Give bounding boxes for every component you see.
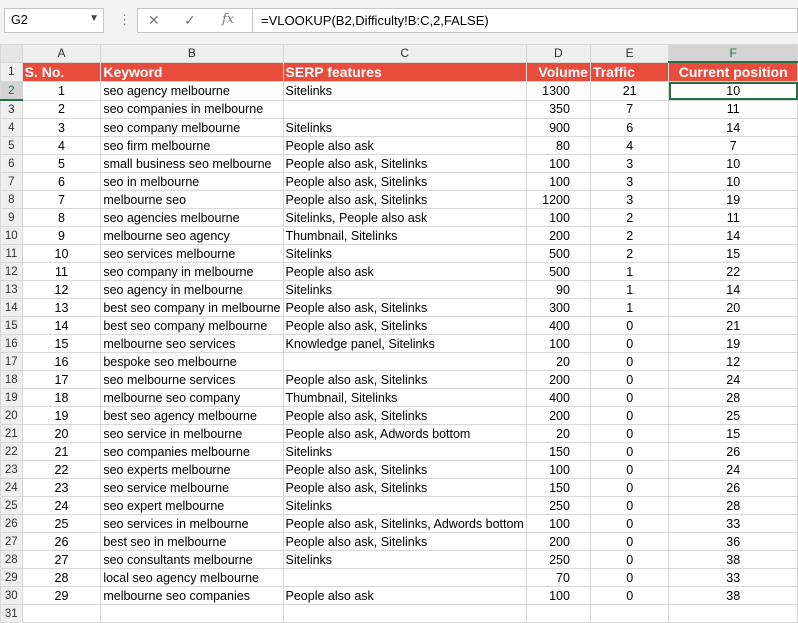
row-header[interactable]: 30 — [1, 587, 23, 605]
table-cell[interactable]: 100 — [526, 173, 590, 191]
table-cell[interactable] — [22, 605, 101, 623]
table-row — [1, 317, 798, 335]
table-cell[interactable]: 21 — [590, 82, 668, 101]
table-cell[interactable]: People also ask — [283, 587, 526, 605]
row-header[interactable]: 5 — [1, 137, 23, 155]
row-header[interactable]: 25 — [1, 497, 23, 515]
table-cell[interactable]: 19 — [669, 335, 798, 353]
table-cell[interactable]: Sitelinks — [283, 119, 526, 137]
table-cell[interactable]: 100 — [526, 461, 590, 479]
table-cell[interactable]: 150 — [526, 479, 590, 497]
row-header[interactable]: 2 — [1, 82, 23, 101]
row-header[interactable]: 18 — [1, 371, 23, 389]
row-header[interactable]: 15 — [1, 317, 23, 335]
table-cell[interactable]: 100 — [526, 335, 590, 353]
table-row — [1, 425, 798, 443]
table-row — [1, 497, 798, 515]
table-cell[interactable]: 9 — [22, 227, 101, 245]
table-row — [1, 263, 798, 281]
table-cell[interactable]: 100 — [526, 209, 590, 227]
formula-bar — [0, 0, 798, 45]
table-row — [1, 479, 798, 497]
column-header-f[interactable]: F — [669, 45, 798, 63]
table-cell[interactable]: 1300 — [526, 82, 590, 101]
table-row — [1, 515, 798, 533]
table-cell[interactable]: 3 — [22, 119, 101, 137]
table-cell[interactable]: 7 — [590, 100, 668, 119]
table-cell[interactable]: 1 — [22, 82, 101, 101]
table-cell[interactable]: 0 — [590, 533, 668, 551]
table-cell[interactable]: People also ask, Sitelinks — [283, 461, 526, 479]
more-options-icon[interactable]: ⋮ — [118, 12, 131, 27]
table-cell[interactable]: 0 — [590, 551, 668, 569]
table-cell[interactable]: 2 — [22, 100, 101, 119]
table-cell[interactable]: 18 — [22, 389, 101, 407]
formula-input[interactable]: =VLOOKUP(B2,Difficulty!B:C,2,FALSE) — [253, 8, 798, 33]
table-cell[interactable]: local seo agency melbourne — [101, 569, 283, 587]
table-row — [1, 82, 798, 101]
sheet-table[interactable] — [0, 44, 798, 623]
table-cell[interactable]: 2 — [590, 245, 668, 263]
header-cell[interactable]: SERP features — [283, 62, 526, 82]
table-row — [1, 371, 798, 389]
table-cell[interactable]: melbourne seo company — [101, 389, 283, 407]
table-row — [1, 281, 798, 299]
table-cell[interactable]: 15 — [22, 335, 101, 353]
table-cell[interactable]: 21 — [669, 317, 798, 335]
table-cell[interactable]: 2 — [590, 209, 668, 227]
table-cell[interactable] — [590, 605, 668, 623]
row-header[interactable]: 7 — [1, 173, 23, 191]
row-header[interactable]: 23 — [1, 461, 23, 479]
table-cell[interactable]: 28 — [22, 569, 101, 587]
table-cell[interactable]: 10 — [669, 82, 798, 101]
table-cell[interactable]: 4 — [22, 137, 101, 155]
table-cell[interactable]: People also ask, Sitelinks — [283, 407, 526, 425]
table-cell[interactable]: 26 — [669, 479, 798, 497]
table-row — [1, 389, 798, 407]
table-cell[interactable]: 200 — [526, 371, 590, 389]
table-cell[interactable]: 4 — [590, 137, 668, 155]
table-cell[interactable]: seo company melbourne — [101, 119, 283, 137]
table-cell[interactable]: seo melbourne services — [101, 371, 283, 389]
header-cell[interactable]: Traffic — [590, 62, 668, 82]
table-row — [1, 551, 798, 569]
table-cell[interactable]: 0 — [590, 443, 668, 461]
table-cell[interactable]: 26 — [669, 443, 798, 461]
name-box-value: G2 — [11, 13, 28, 27]
table-cell[interactable]: seo agency in melbourne — [101, 281, 283, 299]
table-row — [1, 191, 798, 209]
table-cell[interactable]: 15 — [669, 425, 798, 443]
table-cell[interactable]: People also ask, Sitelinks, Adwords bottom — [283, 515, 526, 533]
table-row — [1, 209, 798, 227]
table-cell[interactable]: 0 — [590, 425, 668, 443]
row-header[interactable]: 31 — [1, 605, 23, 623]
table-cell[interactable]: melbourne seo services — [101, 335, 283, 353]
table-cell[interactable]: 3 — [590, 155, 668, 173]
table-cell[interactable] — [526, 605, 590, 623]
row-header[interactable]: 24 — [1, 479, 23, 497]
column-header-row — [1, 45, 798, 63]
table-cell[interactable]: 0 — [590, 587, 668, 605]
table-cell[interactable]: 5 — [22, 155, 101, 173]
name-box[interactable] — [4, 8, 104, 33]
table-cell[interactable]: 10 — [669, 155, 798, 173]
table-cell[interactable]: 400 — [526, 389, 590, 407]
table-cell[interactable]: 24 — [22, 497, 101, 515]
column-header-d[interactable]: D — [526, 45, 590, 63]
row-header[interactable]: 3 — [1, 100, 23, 119]
table-row — [1, 299, 798, 317]
table-cell[interactable]: 36 — [669, 533, 798, 551]
column-header-e[interactable]: E — [590, 45, 668, 63]
row-header[interactable]: 13 — [1, 281, 23, 299]
table-cell[interactable]: bespoke seo melbourne — [101, 353, 283, 371]
table-cell[interactable]: 0 — [590, 317, 668, 335]
table-cell[interactable]: seo agencies melbourne — [101, 209, 283, 227]
table-cell[interactable]: seo company in melbourne — [101, 263, 283, 281]
row-header[interactable]: 4 — [1, 119, 23, 137]
table-cell[interactable]: melbourne seo companies — [101, 587, 283, 605]
table-cell[interactable]: 14 — [22, 317, 101, 335]
table-cell[interactable]: 12 — [669, 353, 798, 371]
header-cell[interactable]: S. No. — [22, 62, 101, 82]
table-cell[interactable]: People also ask, Sitelinks — [283, 173, 526, 191]
table-cell[interactable]: Sitelinks, People also ask — [283, 209, 526, 227]
table-cell[interactable]: seo service melbourne — [101, 479, 283, 497]
row-header[interactable]: 20 — [1, 407, 23, 425]
table-cell[interactable]: 20 — [526, 353, 590, 371]
table-cell[interactable]: 0 — [590, 389, 668, 407]
table-cell[interactable]: 100 — [526, 155, 590, 173]
table-cell[interactable]: 3 — [590, 173, 668, 191]
select-all-corner[interactable] — [1, 45, 23, 63]
table-cell[interactable]: 900 — [526, 119, 590, 137]
table-cell[interactable]: Sitelinks — [283, 281, 526, 299]
row-header[interactable]: 9 — [1, 209, 23, 227]
row-header[interactable]: 22 — [1, 443, 23, 461]
table-cell[interactable]: 0 — [590, 461, 668, 479]
table-cell[interactable]: 2 — [590, 227, 668, 245]
table-cell[interactable]: 0 — [590, 479, 668, 497]
row-header[interactable]: 12 — [1, 263, 23, 281]
table-cell[interactable]: 10 — [669, 173, 798, 191]
table-cell[interactable]: best seo in melbourne — [101, 533, 283, 551]
table-cell[interactable]: 11 — [669, 209, 798, 227]
table-row — [1, 335, 798, 353]
table-cell[interactable]: 14 — [669, 119, 798, 137]
row-header[interactable]: 21 — [1, 425, 23, 443]
table-cell[interactable]: 100 — [526, 515, 590, 533]
table-cell[interactable]: 0 — [590, 569, 668, 587]
table-cell[interactable]: People also ask, Sitelinks — [283, 317, 526, 335]
table-cell[interactable]: 7 — [22, 191, 101, 209]
formula-buttons — [137, 8, 253, 33]
table-cell[interactable]: Thumbnail, Sitelinks — [283, 227, 526, 245]
row-header[interactable]: 1 — [1, 62, 23, 82]
table-cell[interactable]: seo in melbourne — [101, 173, 283, 191]
table-cell[interactable]: 300 — [526, 299, 590, 317]
table-row — [1, 605, 798, 623]
table-cell[interactable]: People also ask, Sitelinks — [283, 479, 526, 497]
table-cell[interactable]: seo firm melbourne — [101, 137, 283, 155]
row-header[interactable]: 10 — [1, 227, 23, 245]
table-cell[interactable]: 16 — [22, 353, 101, 371]
column-header-b[interactable]: B — [101, 45, 283, 63]
table-cell[interactable]: best seo company melbourne — [101, 317, 283, 335]
table-cell[interactable]: Sitelinks — [283, 551, 526, 569]
table-cell[interactable]: 80 — [526, 137, 590, 155]
table-cell[interactable]: seo companies in melbourne — [101, 100, 283, 119]
table-cell[interactable]: 500 — [526, 245, 590, 263]
table-cell[interactable]: Sitelinks — [283, 497, 526, 515]
table-cell[interactable]: 0 — [590, 335, 668, 353]
table-cell[interactable]: 26 — [22, 533, 101, 551]
row-header[interactable]: 29 — [1, 569, 23, 587]
table-cell[interactable]: 22 — [22, 461, 101, 479]
table-cell[interactable]: 23 — [22, 479, 101, 497]
table-cell[interactable]: Sitelinks — [283, 245, 526, 263]
header-cell[interactable]: Volume — [526, 62, 590, 82]
row-header[interactable]: 16 — [1, 335, 23, 353]
table-cell[interactable]: 24 — [669, 371, 798, 389]
table-cell[interactable] — [283, 353, 526, 371]
table-cell[interactable]: 20 — [526, 425, 590, 443]
table-cell[interactable]: 20 — [22, 425, 101, 443]
table-cell[interactable]: seo services in melbourne — [101, 515, 283, 533]
check-icon[interactable]: ✓ — [184, 12, 196, 28]
table-cell[interactable] — [283, 569, 526, 587]
row-header[interactable]: 17 — [1, 353, 23, 371]
table-cell[interactable]: People also ask, Sitelinks — [283, 371, 526, 389]
table-cell[interactable]: 0 — [590, 407, 668, 425]
table-row — [1, 353, 798, 371]
table-cell[interactable]: 6 — [22, 173, 101, 191]
table-cell[interactable]: People also ask — [283, 263, 526, 281]
table-row — [1, 119, 798, 137]
table-cell[interactable]: 11 — [669, 100, 798, 119]
close-icon[interactable]: ✕ — [148, 12, 160, 28]
table-cell[interactable]: 33 — [669, 515, 798, 533]
table-cell[interactable]: 8 — [22, 209, 101, 227]
table-cell[interactable]: 1 — [590, 263, 668, 281]
table-cell[interactable]: 11 — [22, 263, 101, 281]
table-cell[interactable] — [283, 100, 526, 119]
row-header[interactable]: 28 — [1, 551, 23, 569]
table-row — [1, 443, 798, 461]
table-cell[interactable]: 17 — [22, 371, 101, 389]
row-header[interactable]: 27 — [1, 533, 23, 551]
table-row — [1, 100, 798, 119]
row-header[interactable]: 8 — [1, 191, 23, 209]
table-cell[interactable] — [669, 605, 798, 623]
table-cell[interactable]: 70 — [526, 569, 590, 587]
table-cell[interactable]: 25 — [669, 407, 798, 425]
table-cell[interactable]: 90 — [526, 281, 590, 299]
table-cell[interactable]: 29 — [22, 587, 101, 605]
table-cell[interactable]: 1 — [590, 299, 668, 317]
table-cell[interactable]: 0 — [590, 353, 668, 371]
header-cell[interactable]: Current position — [669, 62, 798, 82]
table-cell[interactable]: 25 — [22, 515, 101, 533]
table-cell[interactable]: best seo company in melbourne — [101, 299, 283, 317]
table-cell[interactable]: 0 — [590, 497, 668, 515]
table-row — [1, 407, 798, 425]
table-cell[interactable]: People also ask, Adwords bottom — [283, 425, 526, 443]
table-cell[interactable]: seo services melbourne — [101, 245, 283, 263]
table-row — [1, 569, 798, 587]
table-cell[interactable]: 7 — [669, 137, 798, 155]
table-cell[interactable]: 28 — [669, 389, 798, 407]
table-cell[interactable] — [101, 605, 283, 623]
table-cell[interactable]: 14 — [669, 281, 798, 299]
table-cell[interactable]: 0 — [590, 371, 668, 389]
table-cell[interactable]: 20 — [669, 299, 798, 317]
table-cell[interactable]: Sitelinks — [283, 82, 526, 101]
table-cell[interactable]: seo experts melbourne — [101, 461, 283, 479]
table-row — [1, 245, 798, 263]
table-row — [1, 137, 798, 155]
table-cell[interactable]: small business seo melbourne — [101, 155, 283, 173]
table-cell[interactable]: melbourne seo — [101, 191, 283, 209]
table-cell[interactable]: 400 — [526, 317, 590, 335]
table-cell[interactable]: seo agency melbourne — [101, 82, 283, 101]
table-cell[interactable]: seo companies melbourne — [101, 443, 283, 461]
header-cell[interactable]: Keyword — [101, 62, 283, 82]
table-cell[interactable]: 12 — [22, 281, 101, 299]
table-cell[interactable]: People also ask, Sitelinks — [283, 191, 526, 209]
table-row — [1, 461, 798, 479]
table-row — [1, 227, 798, 245]
table-cell[interactable]: 27 — [22, 551, 101, 569]
table-cell[interactable]: best seo agency melbourne — [101, 407, 283, 425]
table-row — [1, 173, 798, 191]
column-header-c[interactable]: C — [283, 45, 526, 63]
table-cell[interactable] — [283, 605, 526, 623]
row-header[interactable]: 14 — [1, 299, 23, 317]
table-cell[interactable]: 100 — [526, 587, 590, 605]
table-cell[interactable]: 150 — [526, 443, 590, 461]
table-cell[interactable]: seo expert melbourne — [101, 497, 283, 515]
table-cell[interactable]: 13 — [22, 299, 101, 317]
table-cell[interactable]: 350 — [526, 100, 590, 119]
table-cell[interactable]: 250 — [526, 497, 590, 515]
table-cell[interactable]: seo consultants melbourne — [101, 551, 283, 569]
table-cell[interactable]: 200 — [526, 533, 590, 551]
table-cell[interactable]: 21 — [22, 443, 101, 461]
table-cell[interactable]: 3 — [590, 191, 668, 209]
table-row — [1, 533, 798, 551]
table-cell[interactable]: Knowledge panel, Sitelinks — [283, 335, 526, 353]
table-cell[interactable]: People also ask — [283, 137, 526, 155]
table-cell[interactable]: Sitelinks — [283, 443, 526, 461]
fx-icon[interactable]: fx — [222, 12, 235, 27]
table-cell[interactable]: 6 — [590, 119, 668, 137]
table-cell[interactable]: 22 — [669, 263, 798, 281]
table-cell[interactable]: 19 — [669, 191, 798, 209]
table-cell[interactable]: 250 — [526, 551, 590, 569]
table-cell[interactable]: Thumbnail, Sitelinks — [283, 389, 526, 407]
table-cell[interactable]: 10 — [22, 245, 101, 263]
row-header[interactable]: 19 — [1, 389, 23, 407]
table-cell[interactable]: 15 — [669, 245, 798, 263]
table-cell[interactable]: 200 — [526, 407, 590, 425]
table-cell[interactable]: 38 — [669, 587, 798, 605]
table-cell[interactable]: 0 — [590, 515, 668, 533]
chevron-down-icon[interactable]: ▼ — [89, 13, 99, 24]
table-row — [1, 155, 798, 173]
row-header[interactable]: 11 — [1, 245, 23, 263]
row-header[interactable]: 6 — [1, 155, 23, 173]
column-header-a[interactable]: A — [22, 45, 101, 63]
table-row — [1, 587, 798, 605]
table-cell[interactable]: 24 — [669, 461, 798, 479]
table-cell[interactable]: People also ask, Sitelinks — [283, 155, 526, 173]
table-cell[interactable]: 28 — [669, 497, 798, 515]
table-cell[interactable]: 33 — [669, 569, 798, 587]
table-cell[interactable]: 19 — [22, 407, 101, 425]
table-cell[interactable]: seo service in melbourne — [101, 425, 283, 443]
table-cell[interactable]: 1200 — [526, 191, 590, 209]
table-cell[interactable]: 500 — [526, 263, 590, 281]
row-header[interactable]: 26 — [1, 515, 23, 533]
table-cell[interactable]: 38 — [669, 551, 798, 569]
table-cell[interactable]: People also ask, Sitelinks — [283, 533, 526, 551]
header-row — [1, 62, 798, 82]
table-cell[interactable]: melbourne seo agency — [101, 227, 283, 245]
table-cell[interactable]: 14 — [669, 227, 798, 245]
spreadsheet-grid[interactable] — [0, 44, 798, 623]
table-cell[interactable]: 200 — [526, 227, 590, 245]
table-cell[interactable]: 1 — [590, 281, 668, 299]
table-cell[interactable]: People also ask, Sitelinks — [283, 299, 526, 317]
